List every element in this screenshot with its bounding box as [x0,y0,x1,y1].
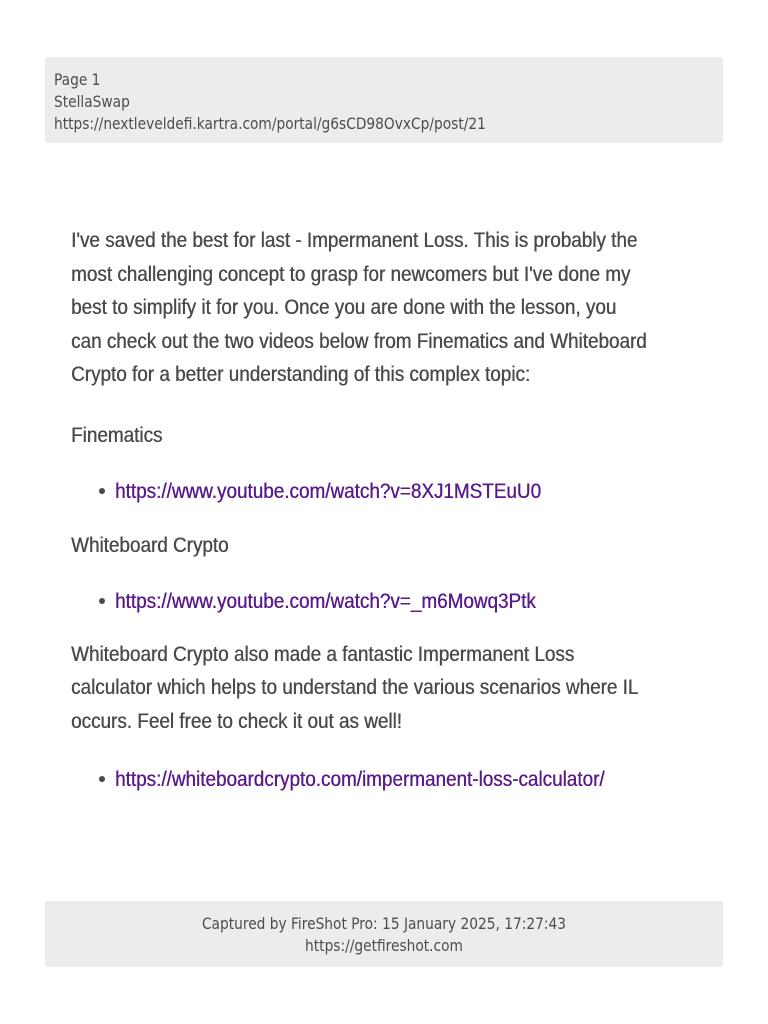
list-item [71,763,711,797]
calculator-line: Whiteboard Crypto also made a fantastic Impermanent Loss [71,642,575,666]
finematics-label: Finematics [71,423,163,447]
page-number: Page 1 [54,70,101,89]
calculator-line: occurs. Feel free to check it out as well! [71,709,402,733]
capture-info: Captured by FireShot Pro: 15 January 2025, 17:27:43 [201,914,567,933]
source-url: https://nextleveldefi.kartra.com/portal/g6sCD98OvxCp/post/21 [54,114,486,133]
list-item [71,585,711,619]
calculator-line: calculator which helps to understand the various scenarios where IL [71,676,639,699]
calculator-paragraph [71,638,711,739]
post-content [71,224,711,797]
bullet-dot-icon [99,776,105,782]
bullet-dot-icon [99,488,105,494]
intro-line: I've saved the best for last - Impermanent Loss. This is probably the [71,229,638,252]
whiteboard-crypto-label: Whiteboard Crypto [71,533,229,557]
fireshot-url: https://getfireshot.com [305,936,463,955]
bullet-dot-icon [99,598,105,604]
site-title: StellaSwap [54,92,130,111]
intro-paragraph [71,224,711,392]
intro-line: Crypto for a better understanding of this complex topic: [71,363,531,386]
finematics-video-link[interactable]: https://www.youtube.com/watch?v=8XJ1MSTEuU0 [115,479,541,503]
intro-line: most challenging concept to grasp for newcomers but I've done my [71,262,631,286]
impermanent-loss-calculator-link[interactable]: https://whiteboardcrypto.com/impermanent-loss-calculator/ [115,768,605,791]
whiteboard-crypto-video-link[interactable]: https://www.youtube.com/watch?v=_m6Mowq3Ptk [115,589,536,613]
capture-header [45,57,723,143]
capture-footer [45,901,723,967]
intro-line: best to simplify it for you. Once you are done with the lesson, you [71,296,617,319]
intro-line: can check out the two videos below from Finematics and Whiteboard [71,329,647,353]
list-item [71,475,711,509]
